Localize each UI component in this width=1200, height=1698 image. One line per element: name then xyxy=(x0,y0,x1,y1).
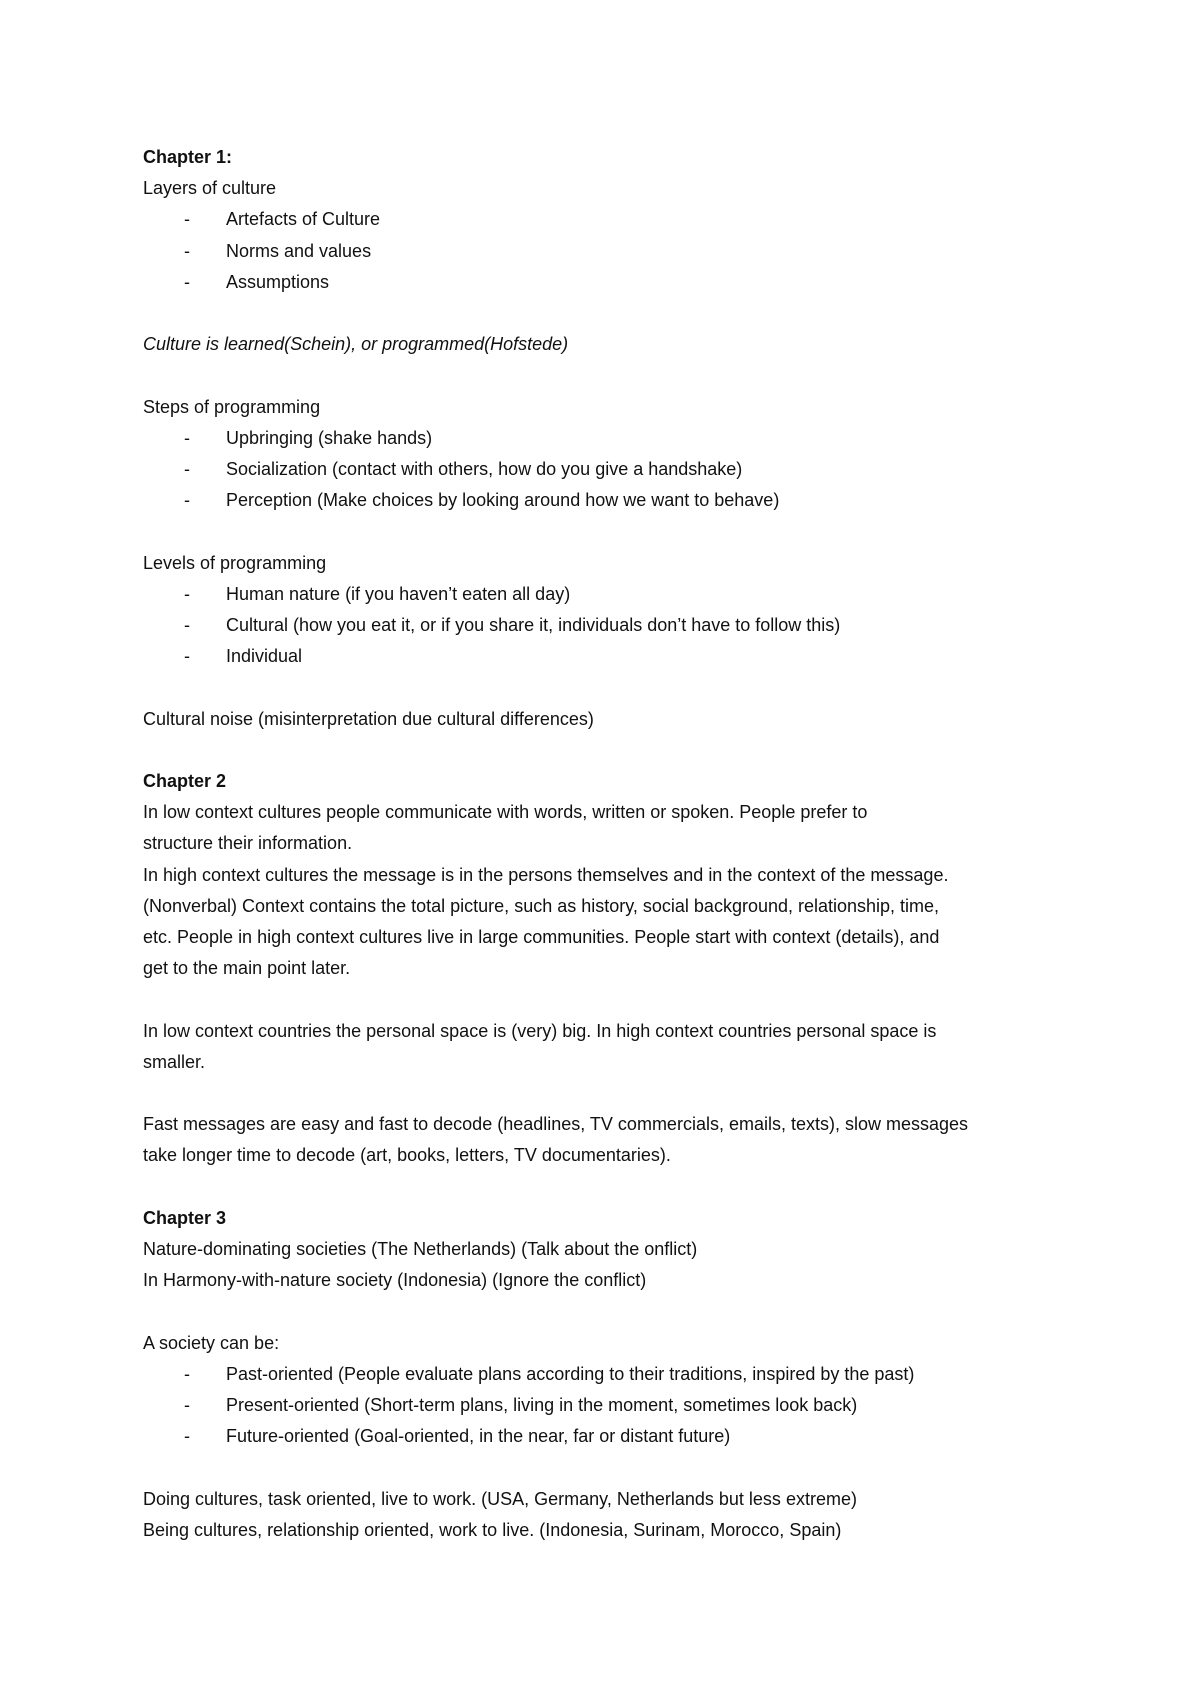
bullet-dash: - xyxy=(184,1394,190,1415)
spacer xyxy=(143,516,1063,547)
list-item xyxy=(143,267,1063,298)
bullet-dash: - xyxy=(184,1363,190,1384)
list-item-text: Cultural (how you eat it, or if you share it, individuals don’t have to follow this) xyxy=(226,615,841,635)
list-item xyxy=(143,485,1063,516)
chapter-2-heading: Chapter 2 xyxy=(143,770,227,791)
culture-learned-note: Culture is learned(Schein), or programmed(Hofstede) xyxy=(143,334,569,355)
paragraph-line: get to the main point later. xyxy=(143,958,351,979)
list-item-text: Norms and values xyxy=(226,240,372,261)
list-item xyxy=(143,454,1063,485)
spacer xyxy=(143,735,1063,766)
document-content xyxy=(143,142,1063,1546)
paragraph-line: Fast messages are easy and fast to decode (headlines, TV commercials, emails, texts), slow messages xyxy=(143,1114,969,1135)
list-item xyxy=(143,204,1063,235)
bullet-dash: - xyxy=(184,459,190,479)
bullet-dash: - xyxy=(184,583,190,604)
list-item xyxy=(143,423,1063,454)
list-item xyxy=(143,610,1063,641)
chapter-3-heading: Chapter 3 xyxy=(143,1207,227,1228)
harmony-with-nature-line: In Harmony-with-nature society (Indonesia) (Ignore the conflict) xyxy=(143,1270,647,1291)
list-item xyxy=(143,1421,1063,1452)
levels-of-programming-title: Levels of programming xyxy=(143,552,327,573)
bullet-dash: - xyxy=(184,271,190,292)
steps-of-programming-title: Steps of programming xyxy=(143,396,321,417)
spacer xyxy=(143,1172,1063,1203)
bullet-dash: - xyxy=(184,209,190,230)
bullet-dash: - xyxy=(184,490,190,511)
list-item xyxy=(143,641,1063,672)
list-item-text: Assumptions xyxy=(226,271,330,292)
paragraph-line: smaller. xyxy=(143,1051,206,1072)
paragraph-line: etc. People in high context cultures live in large communities. People start with context (details), and xyxy=(143,927,940,947)
spacer xyxy=(143,298,1063,329)
paragraph-line: take longer time to decode (art, books, letters, TV documentaries). xyxy=(143,1145,671,1166)
spacer xyxy=(143,984,1063,1015)
list-item-text: Future-oriented (Goal-oriented, in the near, far or distant future) xyxy=(226,1426,731,1447)
doing-cultures-line: Doing cultures, task oriented, live to work. (USA, Germany, Netherlands but less extreme) xyxy=(143,1488,857,1509)
list-item xyxy=(143,236,1063,267)
spacer xyxy=(143,1078,1063,1109)
chapter-1-heading: Chapter 1: xyxy=(143,147,233,167)
paragraph-line: structure their information. xyxy=(143,833,353,854)
being-cultures-line: Being cultures, relationship oriented, work to live. (Indonesia, Surinam, Morocco, Spain) xyxy=(143,1519,842,1540)
spacer xyxy=(143,672,1063,703)
bullet-dash: - xyxy=(184,1426,190,1447)
bullet-dash: - xyxy=(184,427,190,448)
list-item xyxy=(143,1390,1063,1421)
paragraph-line: (Nonverbal) Context contains the total picture, such as history, social background, relationship, time, xyxy=(143,895,940,916)
list-item xyxy=(143,579,1063,610)
list-item-text: Present-oriented (Short-term plans, living in the moment, sometimes look back) xyxy=(226,1394,858,1415)
paragraph-line: In low context cultures people communicate with words, written or spoken. People prefer to xyxy=(143,802,868,823)
list-item-text: Upbringing (shake hands) xyxy=(226,427,433,448)
spacer xyxy=(143,1452,1063,1483)
bullet-dash: - xyxy=(184,615,190,635)
spacer xyxy=(143,1296,1063,1327)
list-item-text: Socialization (contact with others, how do you give a handshake) xyxy=(226,459,743,479)
paragraph-line: In high context cultures the message is in the persons themselves and in the context of the message. xyxy=(143,864,949,885)
bullet-dash: - xyxy=(184,646,190,667)
list-item-text: Artefacts of Culture xyxy=(226,209,381,230)
society-can-be-title: A society can be: xyxy=(143,1332,280,1353)
paragraph-line: In low context countries the personal space is (very) big. In high context countries personal space is xyxy=(143,1020,937,1041)
list-item-text: Individual xyxy=(226,646,303,667)
layers-of-culture-title: Layers of culture xyxy=(143,178,277,199)
list-item xyxy=(143,1359,1063,1390)
cultural-noise-note: Cultural noise (misinterpretation due cultural differences) xyxy=(143,708,594,729)
list-item-text: Human nature (if you haven’t eaten all day) xyxy=(226,583,571,604)
bullet-dash: - xyxy=(184,240,190,261)
list-item-text: Past-oriented (People evaluate plans according to their traditions, inspired by the past) xyxy=(226,1363,915,1384)
nature-dominating-line: Nature-dominating societies (The Netherlands) (Talk about the onflict) xyxy=(143,1238,698,1259)
list-item-text: Perception (Make choices by looking around how we want to behave) xyxy=(226,490,780,511)
spacer xyxy=(143,360,1063,391)
